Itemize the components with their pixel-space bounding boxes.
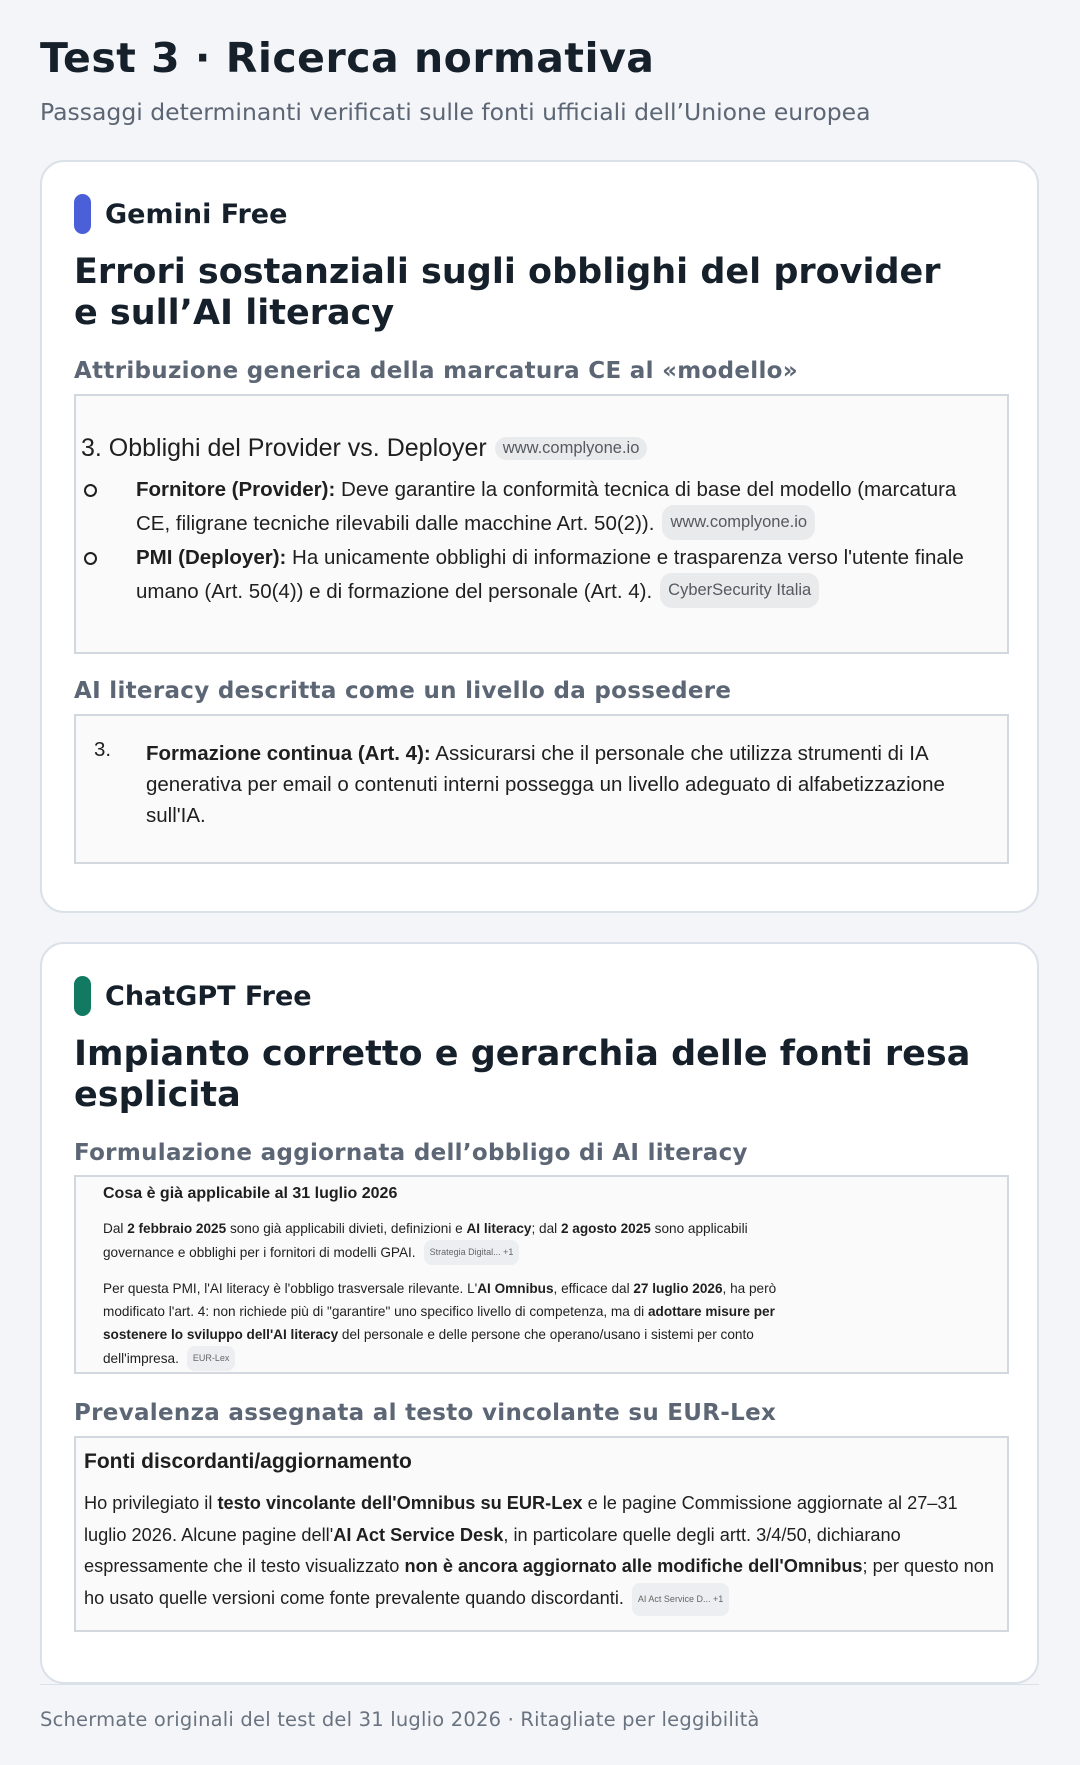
- list-item: [136, 474, 996, 540]
- text-run: e le pagine Commissione aggiornate al 27–31 luglio 2026. Alcune pagine dell': [84, 1493, 958, 1545]
- footer-divider: [40, 1684, 1039, 1685]
- excerpt-title-text: 3. Obblighi del Provider vs. Deployer: [81, 434, 487, 462]
- text-run: , efficace dal: [553, 1281, 634, 1296]
- chatgpt-card: [40, 942, 1039, 1684]
- model-color-bar: [74, 194, 91, 234]
- text-bold: testo vincolante dell'Omnibus su EUR-Lex: [217, 1493, 583, 1513]
- excerpt-paragraph: [103, 1277, 803, 1371]
- bullet-icon: [84, 484, 97, 497]
- source-chip: AI Act Service D... +1: [632, 1583, 729, 1617]
- text-bold: AI Omnibus: [477, 1281, 554, 1296]
- section-label: Prevalenza assegnata al testo vincolante su EUR-Lex: [74, 1400, 777, 1426]
- model-name: Gemini Free: [105, 198, 288, 230]
- screenshot-excerpt: [74, 394, 1009, 654]
- list-item: [146, 738, 996, 831]
- text-run: ; dal: [531, 1221, 561, 1236]
- item-text: Deve garantire la conformità tecnica di base del modello (marcatura CE, filigrane tecniche rilevabili dalle macchine Art. 50(2)).: [136, 478, 957, 535]
- page-subtitle: Passaggi determinanti verificati sulle fonti ufficiali dell’Unione europea: [40, 98, 871, 126]
- text-run: sono già applicabili divieti, definizioni e: [226, 1221, 467, 1236]
- excerpt-title: [81, 434, 647, 463]
- text-bold: adottare misure per sostenere lo sviluppo dell'AI literacy: [103, 1304, 775, 1342]
- source-chip: Strategia Digital... +1: [424, 1240, 520, 1265]
- item-text: Assicurarsi che il personale che utilizza strumenti di IA generativa per email o contenuti interni possegga un livello adeguato di alfabetizzazione sull'IA.: [146, 742, 945, 827]
- list-item: [136, 542, 996, 608]
- section-label: AI literacy descritta come un livello da possedere: [74, 678, 732, 704]
- list-number: 3.: [94, 738, 112, 761]
- text-bold: 2 agosto 2025: [560, 1221, 651, 1236]
- model-header: [74, 976, 312, 1016]
- footer-caption: Schermate originali del test del 31 luglio 2026 · Ritagliate per leggibilità: [40, 1708, 760, 1731]
- source-chip: www.complyone.io: [662, 505, 815, 540]
- gemini-card: [40, 160, 1039, 913]
- source-chip: EUR-Lex: [187, 1346, 236, 1371]
- card-heading: Errori sostanziali sugli obblighi del provider e sull’AI literacy: [74, 252, 941, 333]
- excerpt-heading: Cosa è già applicabile al 31 luglio 2026: [103, 1185, 398, 1202]
- source-chip: www.complyone.io: [495, 437, 648, 460]
- text-run: ; per questo non ho usato quelle versioni come fonte prevalente quando discordanti.: [84, 1556, 994, 1608]
- model-name: ChatGPT Free: [105, 980, 312, 1012]
- model-color-bar: [74, 976, 91, 1016]
- excerpt-paragraph: [103, 1217, 803, 1265]
- text-run: Ho privilegiato il: [84, 1493, 218, 1513]
- bullet-icon: [84, 552, 97, 565]
- item-bold: Formazione continua (Art. 4):: [146, 742, 431, 765]
- screenshot-excerpt: [74, 1436, 1009, 1632]
- text-run: del personale e delle persone che operano/usano i sistemi per conto dell'impresa.: [103, 1327, 754, 1366]
- item-bold: PMI (Deployer):: [136, 546, 287, 569]
- text-run: Per questa PMI, l'AI literacy è l'obbligo trasversale rilevante. L': [103, 1281, 478, 1296]
- text-run: Dal: [103, 1221, 128, 1236]
- text-run: sono applicabili governance e obblighi per i fornitori di modelli GPAI.: [103, 1221, 748, 1260]
- screenshot-excerpt: [74, 1175, 1009, 1374]
- text-bold: 27 luglio 2026: [633, 1281, 723, 1296]
- card-heading: Impianto corretto e gerarchia delle fonti resa esplicita: [74, 1034, 971, 1115]
- section-label: Formulazione aggiornata dell’obbligo di AI literacy: [74, 1140, 748, 1166]
- text-bold: AI Act Service Desk: [333, 1524, 504, 1545]
- item-bold: Fornitore (Provider):: [136, 478, 336, 501]
- page-title: Test 3 · Ricerca normativa: [40, 34, 655, 82]
- model-header: [74, 194, 287, 234]
- text-bold: AI literacy: [466, 1221, 532, 1236]
- text-run: , in particolare quelle degli artt. 3/4/50, dichiarano espressamente che il testo visualizzato: [84, 1524, 901, 1576]
- screenshot-excerpt: [74, 714, 1009, 864]
- excerpt-heading: Fonti discordanti/aggiornamento: [84, 1450, 412, 1473]
- excerpt-paragraph: [84, 1488, 1004, 1616]
- text-bold: non è ancora aggiornato alle modifiche dell'Omnibus: [404, 1556, 863, 1576]
- source-chip: CyberSecurity Italia: [660, 573, 819, 608]
- section-label: Attribuzione generica della marcatura CE al «modello»: [74, 358, 798, 384]
- text-run: , ha però modificato l'art. 4: non richiede più di "garantire" uno specifico livello di competenza, ma di: [103, 1281, 777, 1319]
- item-text: Ha unicamente obblighi di informazione e trasparenza verso l'utente finale umano (Art. 50(4)) e di formazione del personale (Art. 4).: [136, 546, 964, 603]
- text-bold: 2 febbraio 2025: [127, 1221, 227, 1236]
